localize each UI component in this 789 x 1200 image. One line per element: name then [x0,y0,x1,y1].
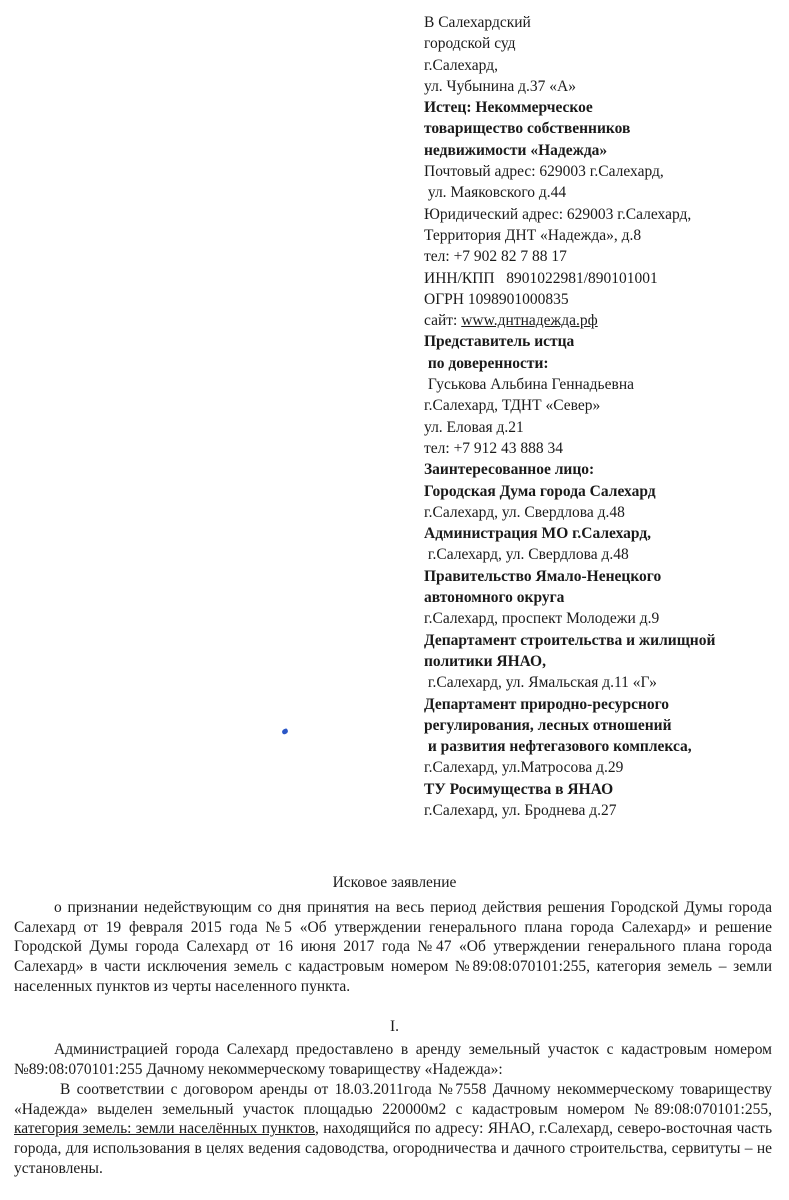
header-line-text: Представитель истца [424,333,575,351]
header-line [424,395,779,416]
header-line [424,182,779,203]
land-category-underlined: категория земель: земли населённых пунктов [14,1120,316,1138]
header-line [424,757,779,778]
header-line-text: регулирования, лесных отношений [424,716,672,734]
header-line-text: Заинтересованное лицо: [424,461,595,479]
header-line-text: политики ЯНАО, [424,652,546,670]
document-title: Исковое заявление [332,874,457,891]
header-line-text: Территория ДНТ «Надежда», д.8 [424,226,642,244]
header-line-text: г.Салехард, [424,56,498,74]
paragraph-2-text-a: В соответствии с договором аренды от 18.03.2011года №7558 Дачному некоммерческому товариществу «Надежда» выделен земельный участок площадью 220000м2 с кадастровым номером №89:08:070101:255, [14,1081,772,1118]
header-line [424,800,779,821]
header-line-text: г.Салехард, ул. Свердлова д.48 [424,546,629,564]
header-line-text: автономного округа [424,589,565,607]
claim-subject: о признании недействующим со дня принятия на весь период действия решения Городской Думы города Салехард от 19 февраля 2015 года №5 «Об утверждении генерального плана города Салехард» и решение Городской Думы города Салехард от 16 июня 2017 года №47 «Об утверждении генерального плана города Салехард» в части исключения земель с кадастровым номером №89:08:070101:255, категория земель – земли населенных пунктов из черты населенного пункта. [14,899,772,995]
header-line-text: Почтовый адрес: 629003 г.Салехард, [424,163,664,181]
header-line [424,289,779,310]
header-line-text: по доверенности: [424,354,549,372]
header-line [424,715,779,736]
header-line [424,523,779,544]
header-line-text: Юридический адрес: 629003 г.Салехард, [424,205,692,223]
header-line-text: ИНН/КПП 8901022981/890101001 [424,269,658,287]
header-line-text: г.Салехард, ТДНТ «Север» [424,397,601,415]
header-line-text: тел: +7 902 82 7 88 17 [424,248,567,266]
header-line [424,246,779,267]
header-line [424,736,779,757]
header-line-text: и развития нефтегазового комплекса, [424,738,692,756]
header-line-text: Департамент природно-ресурсного [424,695,670,713]
header-line [424,225,779,246]
header-line-text: Истец: Некоммерческое [424,99,593,117]
header-line [424,268,779,289]
header-line [424,331,779,352]
addressee-block [424,12,779,821]
header-line-text: г.Салехард, проспект Молодежи д.9 [424,610,660,628]
header-line-text: ТУ Росимущества в ЯНАО [424,780,614,798]
ink-mark [281,728,289,735]
header-line [424,566,779,587]
header-line [424,544,779,565]
header-line [424,651,779,672]
header-line [424,417,779,438]
header-line-text: Городская Дума города Салехард [424,482,656,500]
header-line-text: ул. Чубынина д.37 «А» [424,77,576,95]
header-line [424,438,779,459]
header-line [424,76,779,97]
header-line-text: г.Салехард, ул. Ямальская д.11 «Г» [424,674,657,692]
paragraph-2 [14,1080,772,1179]
header-line-text: Департамент строительства и жилищной [424,631,716,649]
website-link[interactable]: www.днтнадежда.рф [461,312,598,330]
header-line [424,204,779,225]
header-line [424,779,779,800]
header-line [424,310,779,331]
header-line [424,97,779,118]
section-number: I. [389,1018,400,1035]
header-line [424,140,779,161]
header-line [424,55,779,76]
header-line [424,33,779,54]
header-line-text: Правительство Ямало-Ненецкого [424,567,662,585]
header-line-text: Администрация МО г.Салехард, [424,525,652,543]
header-line [424,353,779,374]
header-line-text: ул. Еловая д.21 [424,418,524,436]
header-line [424,12,779,33]
header-line [424,694,779,715]
header-line [424,481,779,502]
header-line [424,161,779,182]
header-line-text: городской суд [424,35,516,53]
header-line-text: г.Салехард, ул.Матросова д.29 [424,759,624,777]
header-line-text: ул. Маяковского д.44 [424,184,567,202]
header-line-text: г.Салехард, ул. Свердлова д.48 [424,503,625,521]
header-line [424,630,779,651]
header-line-text: товарищество собственников [424,120,631,138]
header-line-text: г.Салехард, ул. Броднева д.27 [424,801,617,819]
header-line [424,587,779,608]
header-line-text: сайт: [424,312,462,330]
header-line-text: ОГРН 1098901000835 [424,290,569,308]
header-line [424,118,779,139]
header-line-text: Гуськова Альбина Геннадьевна [424,376,634,394]
header-line-text: В Салехардский [424,14,531,31]
paragraph-1: Администрацией города Салехард предоставлено в аренду земельный участок с кадастровым номером №89:08:070101:255 Дачному некоммерческому товариществу «Надежда»: [14,1041,772,1078]
header-line [424,608,779,629]
header-line-text: недвижимости «Надежда» [424,141,608,159]
header-line [424,459,779,480]
header-line [424,374,779,395]
header-line [424,502,779,523]
header-line [424,672,779,693]
header-line-text: тел: +7 912 43 888 34 [424,439,564,457]
paragraph-2-text-b: , находящийся по адресу: ЯНАО, г.Салехард, северо-восточная часть города, для использования в целях ведения садоводства, огородничества и дачного строительства, сервитуты – не установлены. [14,1120,773,1177]
